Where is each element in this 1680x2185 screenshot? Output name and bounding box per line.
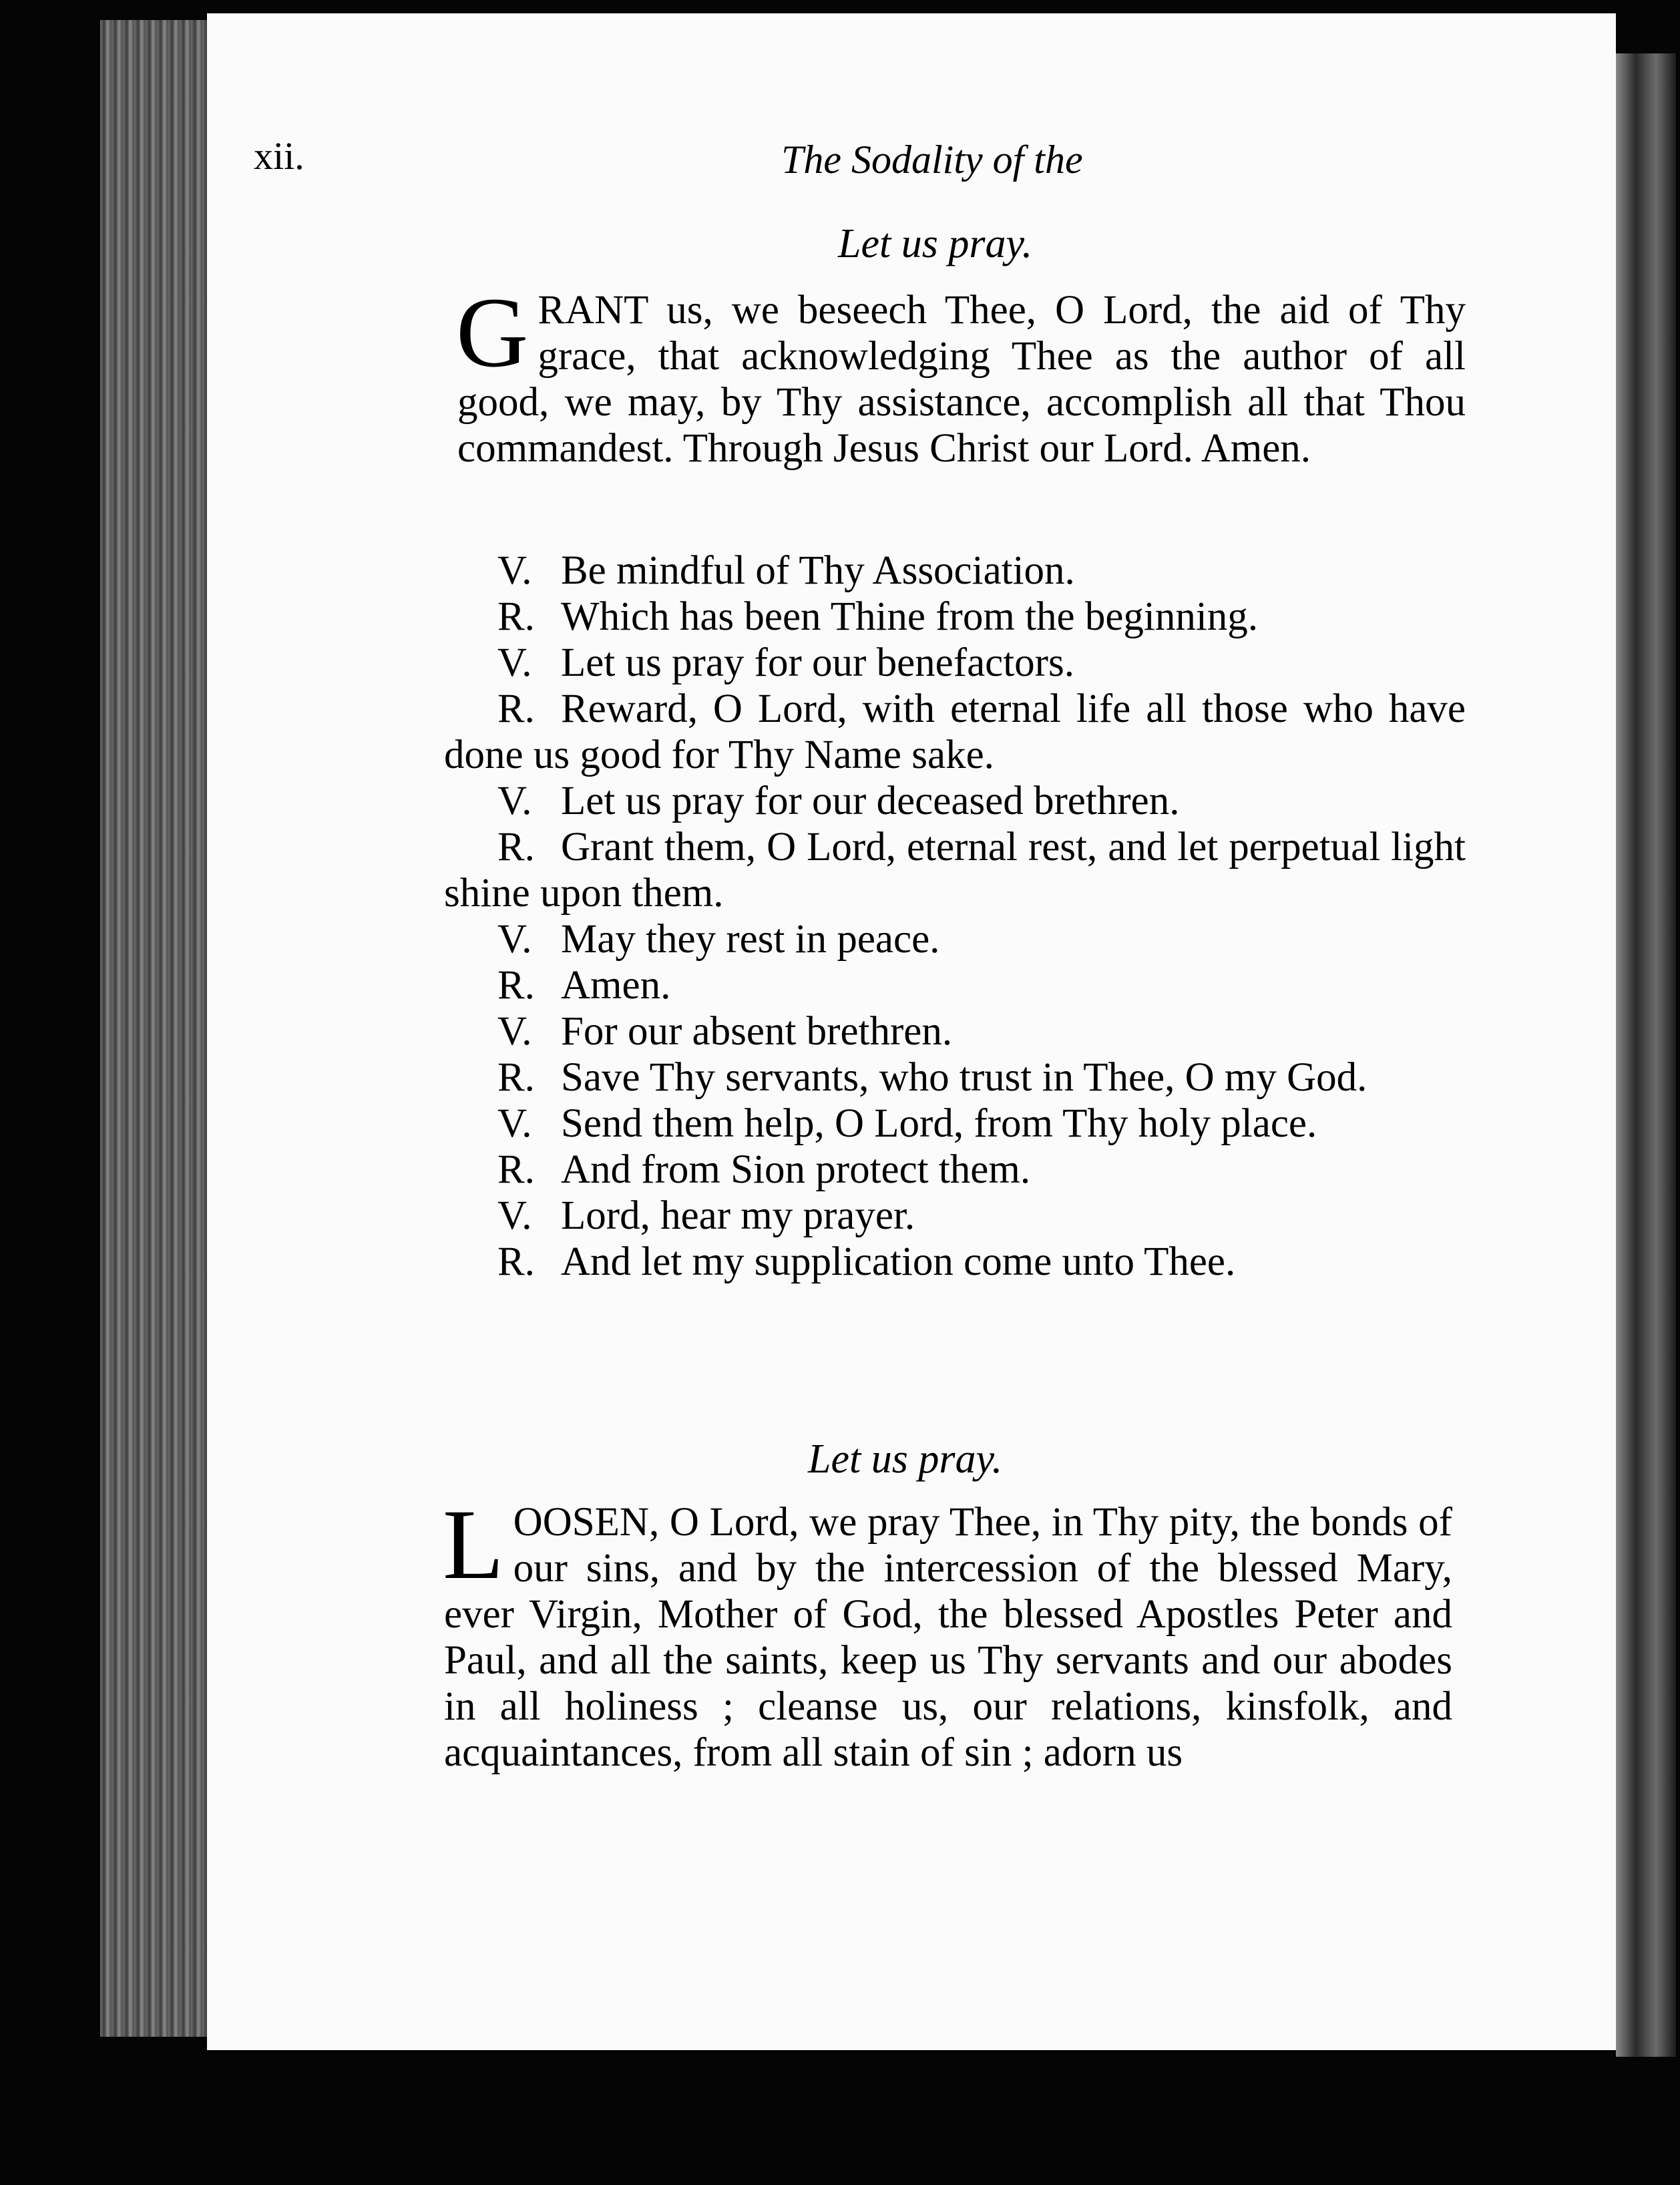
versicle-line — [444, 1147, 1466, 1193]
versicle-marker: R. — [497, 1147, 535, 1192]
drop-cap: L — [443, 1489, 504, 1600]
section-heading: Let us pray. — [808, 1436, 1003, 1482]
versicle-marker: R. — [497, 686, 535, 731]
versicle-line — [444, 548, 1466, 594]
versicle-line — [444, 640, 1466, 686]
versicle-text: And let my supplication come unto Thee. — [561, 1239, 1236, 1284]
versicle-marker: V. — [497, 1193, 532, 1238]
drop-cap: G — [456, 277, 529, 388]
versicle-marker: V. — [497, 917, 532, 962]
versicle-text: Which has been Thine from the beginning. — [561, 594, 1259, 639]
versicle-text: Amen. — [561, 963, 671, 1008]
versicle-text: May they rest in peace. — [561, 917, 940, 962]
versicle-marker: R. — [497, 1239, 535, 1284]
versicle-line — [444, 1193, 1466, 1239]
prayer-paragraph — [443, 1489, 1452, 1776]
versicle-marker: V. — [497, 1101, 532, 1146]
versicle-marker: V. — [497, 548, 532, 593]
paragraph-text: RANT us, we beseech Thee, O Lord, the aid of Thy grace, that acknowledging Thee as the author of all good, we may, by Thy assistance, accomplish all that Thou commandest. Through Jesus Christ our Lord. Amen. — [457, 288, 1466, 471]
versicle-line — [444, 778, 1466, 824]
versicle-line — [444, 962, 1466, 1008]
versicle-text: And from Sion protect them. — [561, 1147, 1031, 1192]
versicle-marker: V. — [497, 1009, 532, 1054]
versicle-text: Save Thy servants, who trust in Thee, O my God. — [561, 1055, 1368, 1100]
versicle-line — [444, 1101, 1466, 1147]
running-head: The Sodality of the — [781, 138, 1083, 182]
page-number: xii. — [254, 134, 304, 178]
versicle-text: Be mindful of Thy Association. — [561, 548, 1075, 593]
versicle-marker: R. — [497, 594, 535, 639]
book-spine-edge — [100, 20, 220, 2037]
versicle-line — [444, 916, 1466, 962]
paragraph-text: OOSEN, O Lord, we pray Thee, in Thy pity, the bonds of our sins, and by the intercession of the blessed Mary, ever Virgin, Mother of God, the blessed Apostles Peter and Paul, and all the saints, keep us Thy servants and our abodes in all holiness ; cleanse us, our relations, kinsfolk, and acquaintances, from all stain of sin ; adorn us — [444, 1500, 1452, 1775]
versicle-marker: R. — [497, 1055, 535, 1100]
versicle-line — [444, 1239, 1466, 1285]
page-gutter-shadow — [1616, 53, 1676, 2057]
versicle-text: For our absent brethren. — [561, 1009, 953, 1054]
versicle-line — [444, 686, 1466, 778]
versicle-marker: R. — [497, 825, 535, 869]
versicle-text: Send them help, O Lord, from Thy holy place. — [561, 1101, 1317, 1146]
versicle-marker: V. — [497, 779, 532, 823]
versicle-text: Reward, O Lord, with eternal life all those who have done us good for Thy Name sake. — [444, 686, 1466, 777]
section-heading: Let us pray. — [838, 221, 1033, 266]
versicle-marker: R. — [497, 963, 535, 1008]
versicle-text: Grant them, O Lord, eternal rest, and let perpetual light shine upon them. — [444, 825, 1466, 916]
prayer-paragraph — [456, 277, 1466, 471]
versicle-text: Let us pray for our benefactors. — [561, 640, 1074, 685]
versicle-line — [444, 594, 1466, 640]
versicle-marker: V. — [497, 640, 532, 685]
versicle-text: Lord, hear my prayer. — [561, 1193, 915, 1238]
versicle-line — [444, 824, 1466, 916]
versicle-line — [444, 1008, 1466, 1054]
versicle-text: Let us pray for our deceased brethren. — [561, 779, 1180, 823]
versicle-line — [444, 1054, 1466, 1101]
versicle-list — [444, 548, 1466, 1285]
